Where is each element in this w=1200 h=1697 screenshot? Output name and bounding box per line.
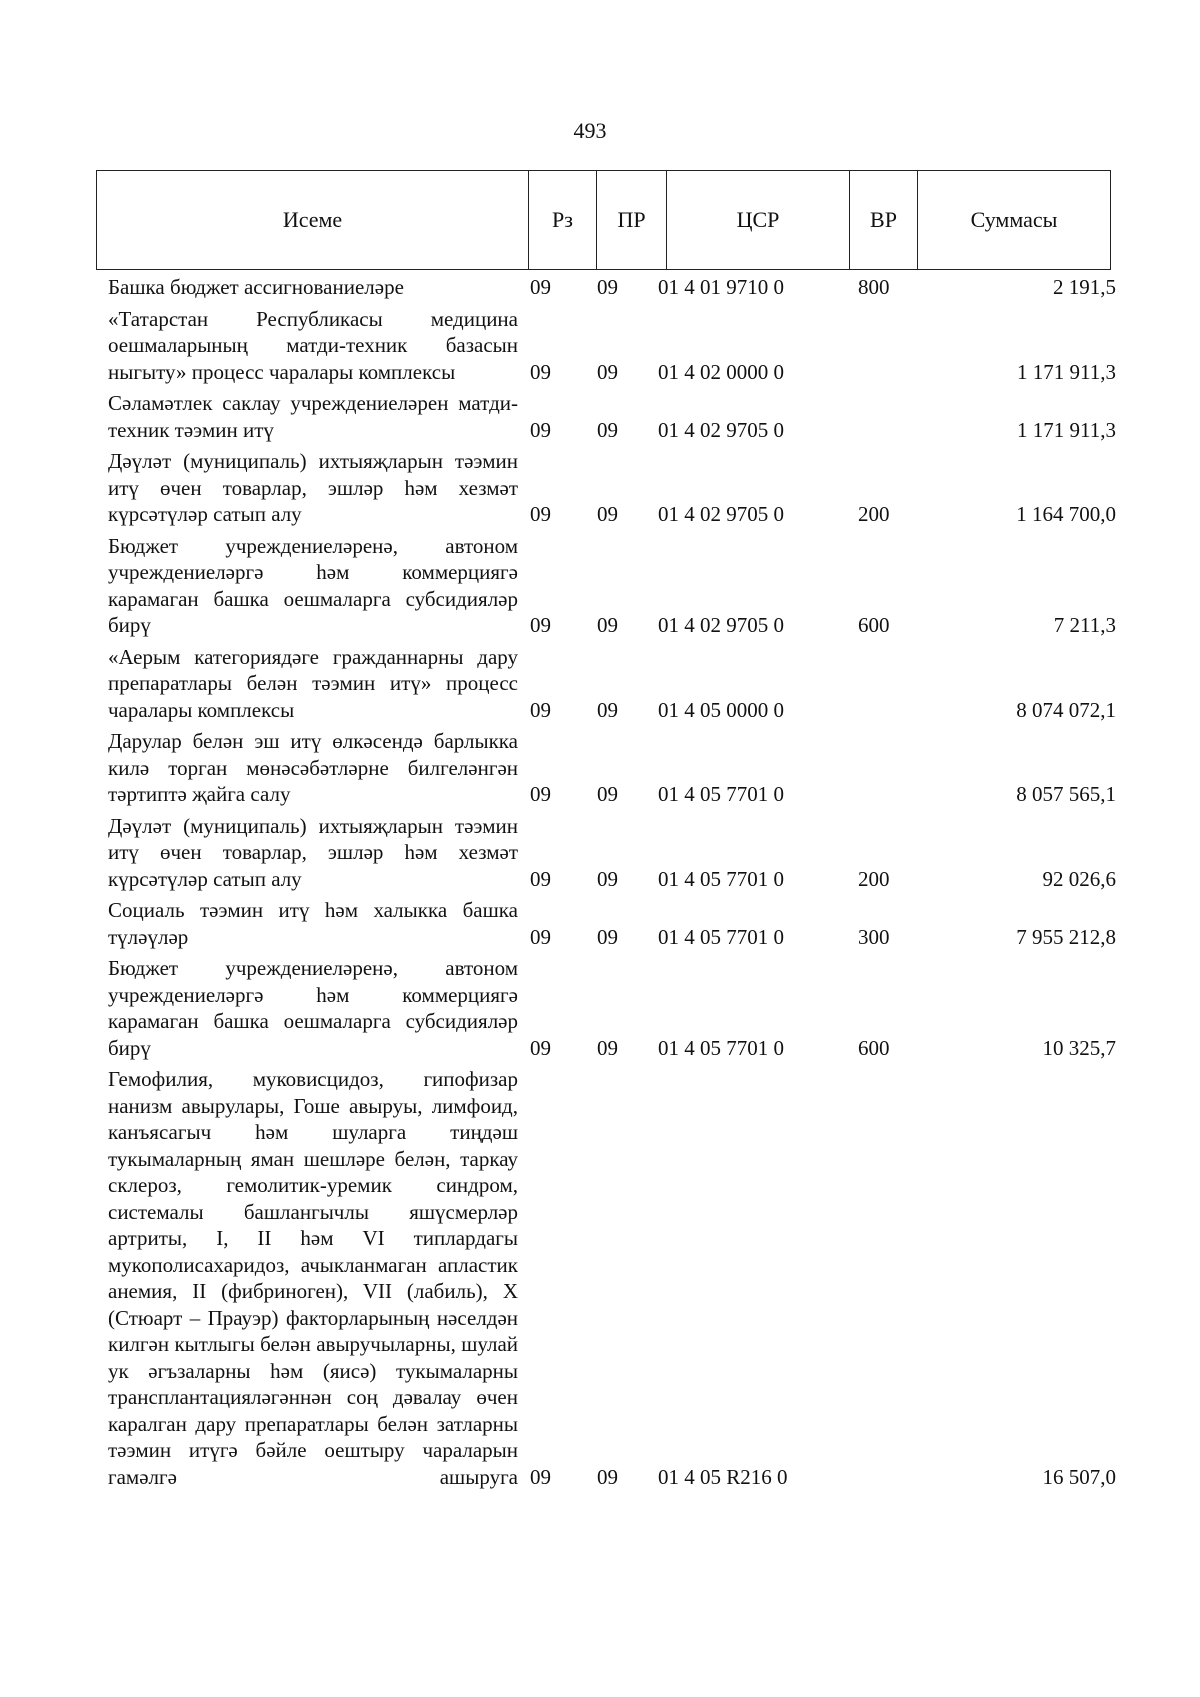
row-csr: 01 4 02 0000 0 <box>658 359 784 384</box>
row-vr: 200 <box>858 502 890 526</box>
table-row <box>108 306 1118 386</box>
row-csr: 01 4 02 9705 0 <box>658 613 784 637</box>
table-row <box>108 1066 1118 1490</box>
row-vr: 600 <box>858 613 890 637</box>
row-csr: 01 4 05 7701 0 <box>658 866 784 891</box>
row-rz: 09 <box>530 613 551 637</box>
row-pr: 09 <box>597 502 618 526</box>
row-csr: 01 4 05 7701 0 <box>658 1035 784 1060</box>
header-pr: ПР <box>597 171 667 269</box>
row-rz: 09 <box>530 866 551 891</box>
row-sum: 8 074 072,1 <box>1016 697 1116 722</box>
table-row <box>108 955 1118 1061</box>
row-sum: 8 057 565,1 <box>1016 782 1116 806</box>
row-pr: 09 <box>597 417 618 442</box>
row-vr: 300 <box>858 924 890 949</box>
row-sum: 7 955 212,8 <box>1016 924 1116 949</box>
row-pr: 09 <box>597 1464 618 1489</box>
row-csr: 01 4 05 R216 0 <box>658 1464 788 1489</box>
row-pr: 09 <box>597 924 618 949</box>
header-csr: ЦСР <box>667 171 850 269</box>
row-rz: 09 <box>530 275 551 299</box>
row-sum: 2 191,5 <box>1053 275 1116 299</box>
row-rz: 09 <box>530 782 551 806</box>
row-name: Башка бюджет ассигнованиеләре <box>108 275 404 299</box>
row-rz: 09 <box>530 359 551 384</box>
row-name: Социаль тәэмин итү һәм халыкка башка түләүләр <box>108 898 518 949</box>
row-pr: 09 <box>597 359 618 384</box>
row-csr: 01 4 02 9705 0 <box>658 502 784 526</box>
row-name: Сәламәтлек саклау учреждениеләрен матди-техник тәэмин итү <box>108 391 518 442</box>
row-pr: 09 <box>597 782 618 806</box>
row-sum: 92 026,6 <box>1042 866 1116 891</box>
page-number: 493 <box>573 118 607 143</box>
row-name: Гемофилия, муковисцидоз, гипофизар нанизм авырулары, Гоше авыруы, лимфоид, канъясагыч һәм шуларга тиңдәш тукымаларның яман шешләре белән, таркау склероз, гемолитик-уремик синдром, системалы башлангычлы яшүсмерләр артриты, I, II һәм VI типлардагы мукополисахаридоз, ачыкланмаган апластик анемия, II (фибриноген), VII (лабиль), X (Стюарт – Прауэр) факторларының нәселдән килгән кытлыгы белән авыручыларны, шулай ук әгъзаларны һәм (яисә) тукымаларны трансплантацияләгәннән соң дәвалау өчен каралган дару препаратлары белән затларны тәэмин итүгә бәйле оештыру чараларын гамәлгә ашыруга <box>108 1067 518 1489</box>
row-name: Дәүләт (муниципаль) ихтыяҗларын тәэмин итү өчен товарлар, эшләр һәм хезмәт күрсәтүләр сатып алу <box>108 449 518 526</box>
row-rz: 09 <box>530 1035 551 1060</box>
row-name: «Татарстан Республикасы медицина оешмаларының матди-техник базасын ныгыту» процесс чаралары комплексы <box>108 306 518 384</box>
row-pr: 09 <box>597 697 618 722</box>
row-name: «Аерым категориядәге гражданнарны дару препаратлары белән тәэмин итү» процесс чаралары комплексы <box>108 644 518 722</box>
table-row <box>108 728 1118 808</box>
row-sum: 10 325,7 <box>1042 1035 1116 1060</box>
row-rz: 09 <box>530 697 551 722</box>
row-name: Бюджет учреждениеләренә, автоном учреждениеләргә һәм коммерциягә карамаган башка оешмаларга субсидияләр бирү <box>108 533 518 637</box>
table-row <box>108 644 1118 724</box>
table-header <box>96 170 1111 270</box>
header-vr: ВР <box>850 171 918 269</box>
row-name: Дарулар белән эш итү өлкәсендә барлыкка килә торган мөнәсәбәтләрне билгеләнгән тәртиптә җайга салу <box>108 729 518 806</box>
row-sum: 7 211,3 <box>1053 613 1116 637</box>
row-pr: 09 <box>597 613 618 637</box>
row-rz: 09 <box>530 417 551 442</box>
row-rz: 09 <box>530 924 551 949</box>
row-csr: 01 4 05 7701 0 <box>658 924 784 949</box>
table-row <box>108 448 1118 528</box>
row-csr: 01 4 05 7701 0 <box>658 782 784 806</box>
table-row <box>108 390 1118 443</box>
row-sum: 1 164 700,0 <box>1016 502 1116 526</box>
table-row <box>108 533 1118 639</box>
row-vr: 200 <box>858 866 890 891</box>
row-sum: 1 171 911,3 <box>1017 359 1116 384</box>
row-csr: 01 4 02 9705 0 <box>658 417 784 442</box>
header-name: Исеме <box>97 171 529 269</box>
row-vr: 800 <box>858 275 890 299</box>
row-rz: 09 <box>530 1464 551 1489</box>
row-vr: 600 <box>858 1035 890 1060</box>
row-csr: 01 4 01 9710 0 <box>658 275 784 299</box>
table-row <box>108 897 1118 950</box>
row-pr: 09 <box>597 1035 618 1060</box>
table-body <box>108 274 1118 1495</box>
table-row <box>108 274 1118 301</box>
table-row <box>108 813 1118 893</box>
row-rz: 09 <box>530 502 551 526</box>
row-pr: 09 <box>597 866 618 891</box>
row-csr: 01 4 05 0000 0 <box>658 697 784 722</box>
header-sum: Суммасы <box>970 207 1058 232</box>
row-sum: 16 507,0 <box>1042 1464 1116 1489</box>
header-rz: Рз <box>529 171 597 269</box>
row-pr: 09 <box>597 275 618 299</box>
row-name: Бюджет учреждениеләренә, автоном учреждениеләргә һәм коммерциягә карамаган башка оешмаларга субсидияләр бирү <box>108 956 518 1060</box>
row-sum: 1 171 911,3 <box>1017 417 1116 442</box>
row-name: Дәүләт (муниципаль) ихтыяҗларын тәэмин итү өчен товарлар, эшләр һәм хезмәт күрсәтүләр сатып алу <box>108 813 518 891</box>
